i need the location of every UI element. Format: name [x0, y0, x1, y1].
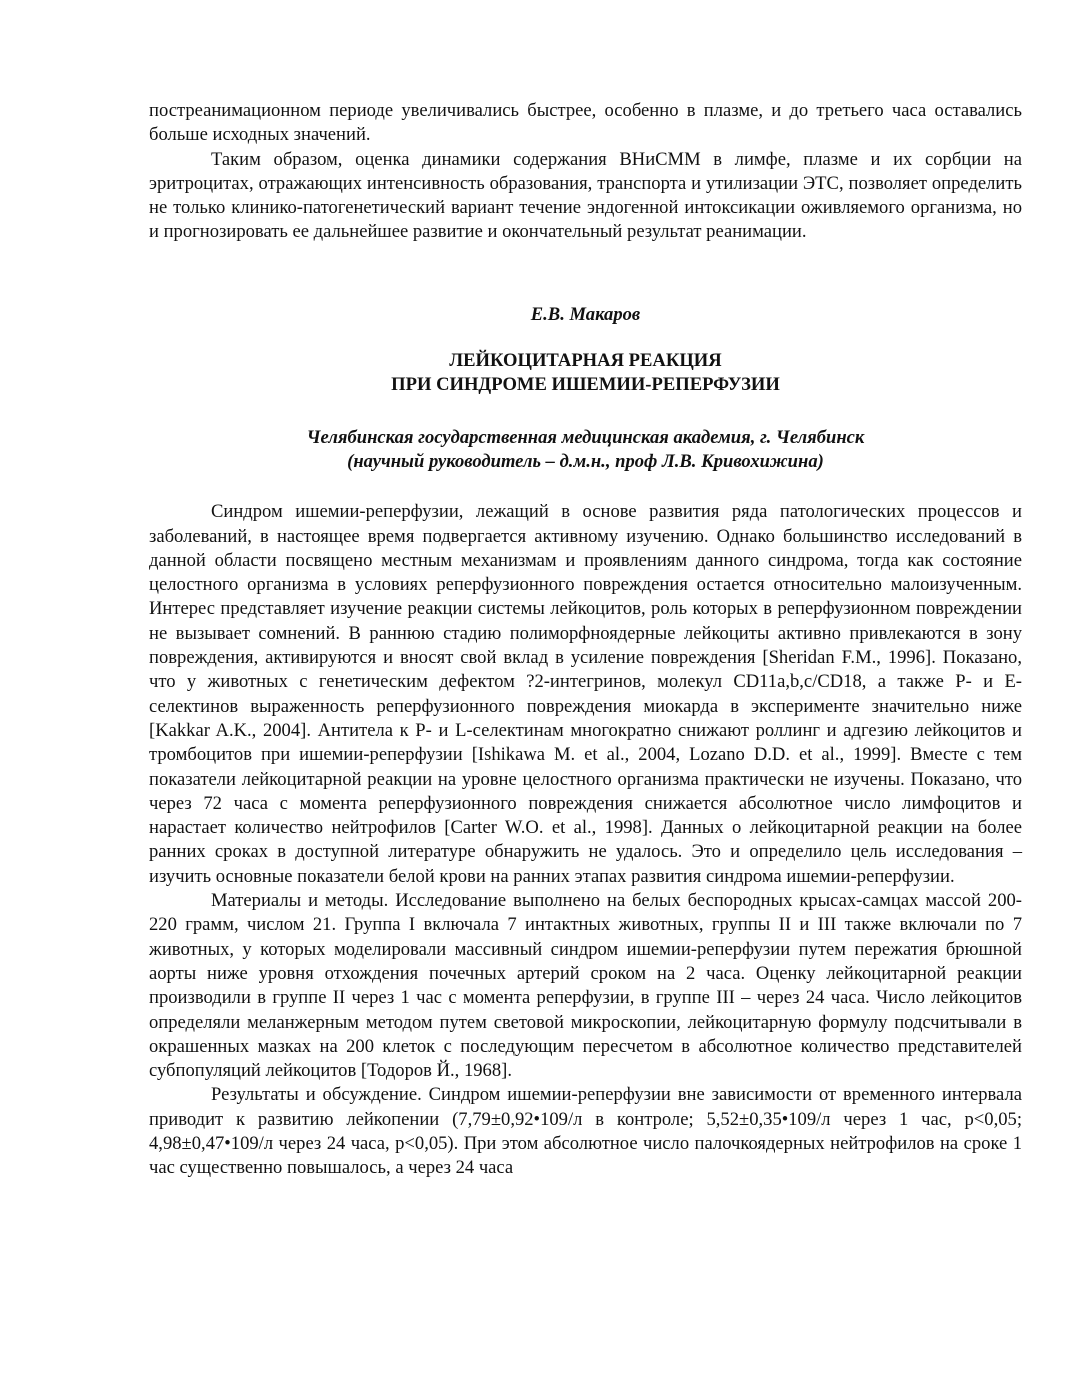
- article-title: [149, 349, 1022, 398]
- intro-paragraph-1: постреанимационном периоде увеличивались быстрее, особенно в плазме, и до третьего часа оставались больше исходных значений.: [149, 100, 1022, 146]
- body-paragraph-introduction: Синдром ишемии-реперфузии, лежащий в основе развития ряда патологических процессов и заболеваний, в настоящее время подвергается активному изучению. Однако большинство исследований в данной области посвящено местным механизмам и проявлениям данного синдрома, тогда как состояние целостного организма в условиях реперфузионного повреждения остается относительно малоизученным. Интерес представляет изучение реакции системы лейкоцитов, роль которых в реперфузионном повреждении не вызывает сомнений. В раннюю стадию полиморфноядерные лейкоциты активно привлекаются в зону повреждения, активируются и вносят свой вклад в усиление повреждения [Sheridan F.M., 1996]. Показано, что у животных с генетическим дефектом ?2-интегринов, молекул CD11a,b,c/CD18, а также P- и E-селектинов выраженность реперфузионного повреждения миокарда в эксперименте значительно ниже [Kakkar A.K., 2004]. Антитела к P- и L-селектинам многократно снижают роллинг и адгезию лейкоцитов и тромбоцитов при ишемии-реперфузии [Ishikawa M. et al., 2004, Lozano D.D. et al., 1999]. Вместе с тем показатели лейкоцитарной реакции на уровне целостного организма практически не изучены. Показано, что через 72 часа с момента реперфузионного повреждения снижается абсолютное число лимфоцитов и нарастает количество нейтрофилов [Carter W.O. et al., 1998]. Данных о лейкоцитарной реакции на более ранних сроках в доступной литературе обнаружить не удалось. Это и определило цель исследования – изучить основные показатели белой крови на ранних этапах развития синдрома ишемии-реперфузии.: [149, 501, 1022, 887]
- article-title-line-1: ЛЕЙКОЦИТАРНАЯ РЕАКЦИЯ: [449, 350, 722, 372]
- body-paragraph-results: Результаты и обсуждение. Синдром ишемии-реперфузии вне зависимости от временного интервала приводит к развитию лейкопении (7,79±0,92•109/л в контроле; 5,52±0,35•109/л через 1 час, p<0,05; 4,98±0,47•109/л через 24 часа, p<0,05). При этом абсолютное число палочкоядерных нейтрофилов на сроке 1 час существенно повышалось, а через 24 часа: [149, 1084, 1022, 1179]
- article-author: Е.В. Макаров: [530, 303, 641, 325]
- affiliation-line-2: (научный руководитель – д.м.н., проф Л.В. Кривохижина): [347, 450, 824, 472]
- intro-paragraph-2: Таким образом, оценка динамики содержания ВНиСММ в лимфе, плазме и их сорбции на эритроцитах, отражающих интенсивность образования, транспорта и утилизации ЭТС, позволяет определить не только клинико-патогенетический вариант течение эндогенной интоксикации оживляемого организма, но и прогнозировать ее дальнейшее развитие и окончательный результат реанимации.: [149, 148, 1022, 243]
- document-page: [149, 99, 1022, 1181]
- article-body: [149, 500, 1022, 1180]
- body-paragraph-methods: Материалы и методы. Исследование выполнено на белых беспородных крысах-самцах массой 200-220 грамм, числом 21. Группа I включала 7 интактных животных, группы II и III также включали по 7 животных, у которых моделировали массивный синдром ишемии-реперфузии путем пережатия брюшной аорты ниже уровня отхождения почечных артерий сроком на 2 часа. Оценку лейкоцитарной реакции производили в группе II через 1 час с момента реперфузии, в группе III – через 24 часа. Число лейкоцитов определяли меланжерным методом путем световой микроскопии, лейкоцитарную формулу подсчитывали в окрашенных мазках на 200 клеток с последующим пересчетом в абсолютное количество представителей субпопуляций лейкоцитов [Тодоров Й., 1968].: [149, 890, 1022, 1082]
- affiliation-line-1: Челябинская государственная медицинская академия, г. Челябинск: [306, 426, 865, 448]
- article-title-line-2: ПРИ СИНДРОМЕ ИШЕМИИ-РЕПЕРФУЗИИ: [391, 374, 780, 396]
- article-affiliation: [149, 426, 1022, 475]
